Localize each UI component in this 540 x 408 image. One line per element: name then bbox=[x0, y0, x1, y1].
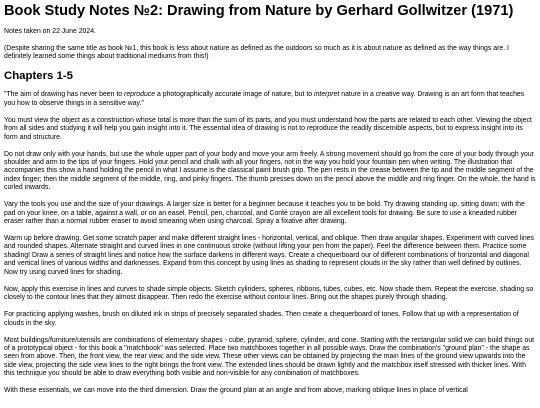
section-heading: Chapters 1-5 bbox=[4, 70, 74, 83]
paragraph-third-dimension: With these essentials, we can move into the third dimension. Draw the ground plan at an angle and from above, marking oblique lines in place of vertical bbox=[4, 387, 468, 395]
date-line: Notes taken on 22 June 2024. bbox=[4, 28, 96, 35]
quote-emphasis-interpret: interpret bbox=[314, 91, 340, 99]
quote-emphasis-reproduce: reproduce bbox=[124, 91, 156, 99]
quote-text: nature in a creative way. Drawing is an art form that teaches you how to observe things in a sensitive way." bbox=[4, 91, 525, 107]
paragraph-object-construction: You must view the object as a construction whose total is more than the sum of its parts, and you must understand how the parts are related to each other. Viewing the object from all sides and studying it will help you gain insight into it. The essential idea of drawing is not to reproduce the readily discernible aspects, but to express insight into its form and structure. bbox=[4, 116, 532, 141]
paragraph-shading-objects: Now, apply this exercise in lines and curves to shade simple objects. Sketch cylinders, spheres, ribbons, tubes, cubes, etc. Now shade them. Repeat the exercise, shading so closely to the contour lines that they almost disappear. Then redo the exercise without contour lines. Bring out the shapes purely through shading. bbox=[4, 285, 534, 302]
quote-text: "The aim of drawing has never been to bbox=[4, 91, 125, 99]
paragraph-warm-up: Warm up before drawing. Get some scratch paper and make different straight lines - horizontal, vertical, and oblique. Then draw angular shapes. Experiment with curved lines and rounded shapes. Alternate straight and curved lines in one continuous stroke (without lifting your pen from the paper). Feel the difference between them. Practice some shading! Draw a series of straight lines and notice how the surface darkens in different ways. Create a chequerboard our of different combinations of horizontal and diagonal and vertical lines of various widths and darknesses. Expand from this concept by using lines as shading to represent clouds in the sky rather than well defined by outlines. Now try using curved lines for shading. bbox=[4, 235, 534, 276]
opening-quote bbox=[4, 91, 536, 108]
paragraph-tools: Vary the tools you use and the size of your drawings. A larger size is better for a beginner because it teaches you to be bold. Try drawing standing up, sitting down; with the pad on your knee, on a table, against a wall, or on an easel. Pencil, pen, charcoal, and Conté crayon are all excellent tools for drawing. Be sure to use a kneaded rubber eraser rather than a normal rubber eraser to avoid smearing when using charcoal. Spray a fixative after drawing. bbox=[4, 201, 525, 226]
intro-note: (Despite sharing the same title as book №1, this book is less about nature as defined as the outdoors so much as it is about nature as defined as the way things are. I definitely learned some things about traditional mediums from this!) bbox=[4, 45, 509, 61]
document-page bbox=[0, 3, 540, 396]
paragraph-body-movement: Do not draw only with your hands, but use the whole upper part of your body and move your arm freely. A strong movement should go from the core of your body through your shoulder and arm to the tips of your fingers. Hold your pencil and chalk with all your fingers, not in the way you hold your fountain pen when writing. The illustration that accompanies this show a hand holding the pencil in what I assume is the classical paint brush grip. The pen rests in the crease between the tip and the middle segment of the index finger; then the middle segment of the middle, ring, and pinky fingers. The thumb presses down on the pencil above the middle and ring finger. On the whole, the hand is curled inwards. bbox=[4, 150, 536, 192]
page-title: Book Study Notes №2: Drawing from Nature by Gerhard Gollwitzer (1971) bbox=[4, 3, 514, 19]
paragraph-washes: For practicing applying washes, brush on diluted ink in strips of precisely separated shades. Then create a chequerboard of tones. Follow that up with a representation of clouds in the sky. bbox=[4, 311, 519, 327]
quote-text: a photographically accurate image of nature, but to bbox=[155, 91, 315, 99]
paragraph-elementary-shapes: Most buildings/furniture/utensils are combinations of elementary shapes - cube, pyramid, sphere, cylinder, and cone. Starting with the rectangular solid we can build things out of a prototypical object - for this book a "matchbook" was selected. Place two matchboxes together in all possible ways. Draw the combination's "ground plan" - the shape as seen from above. Then, the front view, the rear view, and the side view. These other views can be obtained by projecting the main lines of the ground view upwards into the side view, projecting the side view lines to the right brings the front view. The extended lines should be drawn lightly and the matchbox itself stressed with thicker lines. With this technique you should be able to draw everything both visible and non-visible for any combination of matchboxes. bbox=[4, 336, 535, 378]
